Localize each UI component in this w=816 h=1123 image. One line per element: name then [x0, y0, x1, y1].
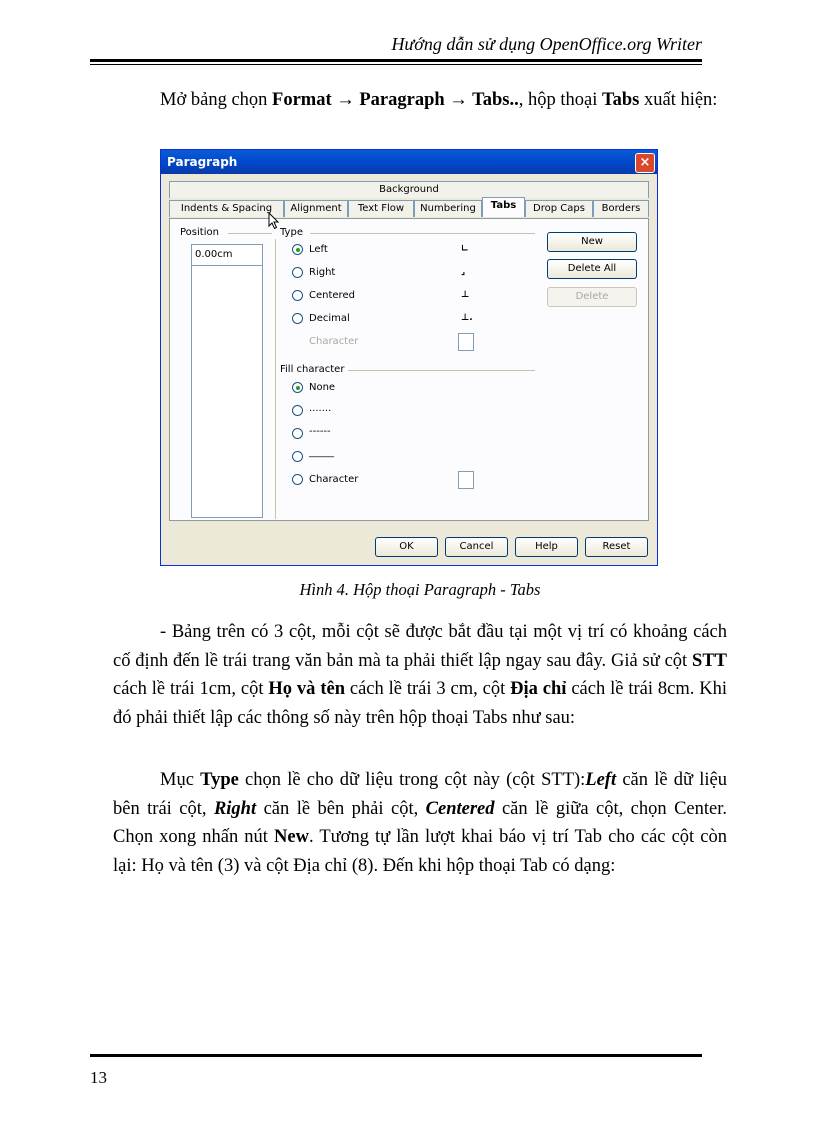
- tab-tabs[interactable]: Tabs: [482, 197, 525, 217]
- page-header-title: Hướng dẫn sử dụng OpenOffice.org Writer: [391, 34, 702, 54]
- intro-text: Mở bảng chọn: [160, 90, 273, 110]
- paragraph-text: Mục: [160, 770, 201, 790]
- cancel-button[interactable]: Cancel: [445, 537, 508, 557]
- paragraph-text: cách lề trái 8cm. Khi đó phải thiết lập các thông số này trên hộp thoại Tabs như sau:: [113, 679, 727, 728]
- type-group-line: [310, 233, 535, 234]
- type-right-label: Right: [309, 267, 336, 278]
- paragraph-text: căn lề bên phải cột,: [256, 798, 426, 819]
- type-right-radio[interactable]: [292, 267, 303, 278]
- paragraph-text: chọn lề cho dữ liệu trong cột này (cột STT):: [238, 770, 586, 790]
- delete-all-button[interactable]: Delete All: [547, 259, 637, 279]
- type-left-radio[interactable]: [292, 244, 303, 255]
- decimal-character-field[interactable]: [458, 333, 474, 351]
- left-tab-icon: ∟: [461, 244, 469, 254]
- tab-alignment[interactable]: Alignment: [284, 200, 348, 217]
- mouse-cursor-icon: [268, 212, 280, 230]
- paragraph-text: cách lề trái 1cm, cột: [113, 679, 269, 699]
- new-button[interactable]: New: [547, 232, 637, 252]
- fill-dots-label: .......: [309, 403, 332, 414]
- tab-indents-spacing[interactable]: Indents & Spacing: [169, 200, 284, 217]
- decimal-character-label: Character: [309, 336, 359, 347]
- fill-underscore-radio[interactable]: [292, 451, 303, 462]
- type-left-label: Left: [309, 244, 328, 255]
- paragraph-text: cách lề trái 3 cm, cột: [344, 679, 511, 699]
- position-group-line: [228, 233, 272, 234]
- term-left: Left: [585, 770, 617, 790]
- term-centered: Centered: [425, 798, 495, 819]
- intro-text: , hộp thoại: [518, 90, 602, 110]
- paragraph-text: - Bảng trên có 3 cột, mỗi cột sẽ được bắt đầu tại một vị trí có khoảng cách cố định đến lề trái trang văn bản mà ta phải thiết lập ngay sau đây. Giả sử cột: [113, 622, 727, 671]
- footer-rule: [90, 1054, 702, 1057]
- fill-dashes-radio[interactable]: [292, 428, 303, 439]
- close-icon[interactable]: ×: [635, 153, 655, 173]
- ok-button[interactable]: OK: [375, 537, 438, 557]
- tab-borders[interactable]: Borders: [593, 200, 649, 217]
- position-label: Position: [180, 227, 219, 238]
- figure-caption: Hình 4. Hộp thoại Paragraph - Tabs: [299, 580, 541, 599]
- fill-dots-radio[interactable]: [292, 405, 303, 416]
- header-rule: [90, 59, 702, 62]
- paragraph-text: . Tương tự lần lượt khai báo vị trí Tab cho các cột còn lại: Họ và tên (3) và cột Địa chỉ (8). Đến khi hộp thoại Tab có dạng:: [113, 827, 727, 876]
- menu-path: Format → Paragraph → Tabs..: [272, 90, 519, 110]
- type-centered-radio[interactable]: [292, 290, 303, 301]
- fill-character-option-label: Character: [309, 474, 359, 485]
- center-tab-icon: ⊥: [461, 290, 470, 300]
- column-ho-ten: Họ và tên: [268, 679, 345, 699]
- tab-numbering[interactable]: Numbering: [414, 200, 482, 217]
- tab-drop-caps[interactable]: Drop Caps: [525, 200, 593, 217]
- page-number: 13: [90, 1068, 107, 1087]
- paragraph-text: căn lề giữa cột, chọn Center. Chọn xong nhấn nút: [113, 798, 727, 847]
- fill-underscore-label: _____: [309, 447, 334, 458]
- type-label: Type: [280, 227, 303, 238]
- term-right: Right: [213, 798, 257, 819]
- fill-dashes-label: ------: [309, 426, 331, 437]
- fill-character-field[interactable]: [458, 471, 474, 489]
- fill-none-radio[interactable]: [292, 382, 303, 393]
- tab-text-flow[interactable]: Text Flow: [348, 200, 414, 217]
- column-dia-chi: Địa chỉ: [510, 679, 567, 699]
- paragraph-type-options: [113, 766, 727, 880]
- fill-group-line: [348, 370, 535, 371]
- position-field[interactable]: [191, 244, 263, 266]
- help-button[interactable]: Help: [515, 537, 578, 557]
- paragraph-text: căn lề dữ liệu bên trái cột,: [113, 770, 727, 819]
- header-rule-thin: [90, 64, 702, 65]
- fill-character-radio[interactable]: [292, 474, 303, 485]
- type-decimal-label: Decimal: [309, 313, 350, 324]
- position-value: 0.00cm: [195, 249, 233, 260]
- paragraph-tab-columns: [113, 618, 727, 732]
- reset-button[interactable]: Reset: [585, 537, 648, 557]
- paragraph-dialog: [160, 149, 658, 566]
- term-type: Type: [200, 770, 239, 790]
- tabs-panel: [169, 218, 649, 521]
- position-list[interactable]: [191, 266, 263, 518]
- decimal-tab-icon: ⊥.: [461, 313, 473, 323]
- intro-text: xuất hiện:: [639, 90, 718, 110]
- right-tab-icon: ⌟: [461, 267, 466, 277]
- tab-background[interactable]: Background: [169, 181, 649, 198]
- term-new: New: [274, 827, 309, 847]
- delete-button[interactable]: Delete: [547, 287, 637, 307]
- type-centered-label: Centered: [309, 290, 355, 301]
- fill-none-label: None: [309, 382, 336, 393]
- dialog-name: Tabs: [601, 90, 640, 110]
- column-divider: [275, 239, 276, 519]
- column-stt: STT: [692, 650, 727, 671]
- dialog-title: Paragraph: [167, 155, 238, 169]
- type-decimal-radio[interactable]: [292, 313, 303, 324]
- intro-paragraph: [113, 86, 727, 115]
- fill-character-label: Fill character: [280, 364, 345, 375]
